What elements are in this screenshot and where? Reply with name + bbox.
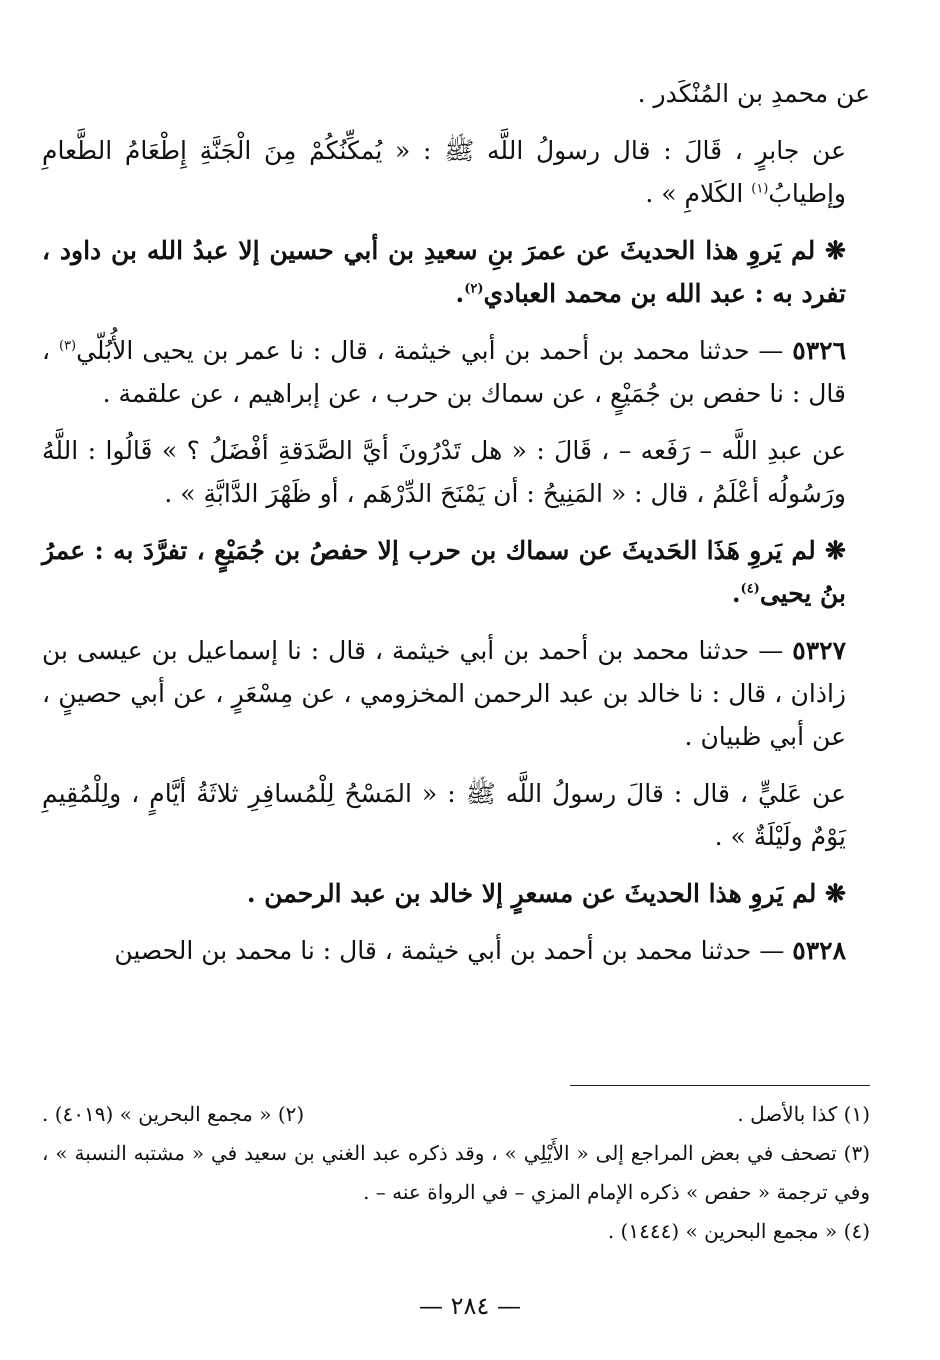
tafarrud-note-text: ❋ لم يَروِ هَذَا الحَديثَ عن سماك بن حرب إلا حفصُ بن جُمَيْعٍ ، تفرَّدَ به : عمرُ بنُ يحيى	[42, 536, 846, 608]
tafarrud-note-text: ❋ لم يَروِ هذا الحديثَ عن مسعرٍ إلا خالد بن عبد الرحمن .	[246, 879, 846, 908]
note-end: .	[731, 579, 741, 608]
footnote-row-1-2	[42, 1095, 870, 1134]
isnad-text: — حدثنا محمد بن أحمد بن أبي خيثمة ، قال : نا عمر بن يحيى الأُبُلّي	[76, 336, 784, 365]
footnote-2: (٢) « مجمع البحرين » (٤٠١٩) .	[42, 1102, 305, 1126]
note-end: .	[455, 279, 465, 308]
hadith-5326-isnad	[42, 329, 846, 415]
hadith-5325-continuation	[42, 72, 870, 115]
main-text	[42, 72, 870, 986]
hadith-number-5328: ٥٣٢٨	[792, 936, 846, 965]
matn-text: عن جابرٍ ، قَالَ : قال رسولُ اللَّه ﷺ : « يُمكِّنُكُمْ مِنَ الْجَنَّةِ إِطْعَامُ الطَّعامِ وإطيابُ	[42, 136, 846, 208]
tafarrud-note-text: ❋ لم يَروِ هذا الحديثَ عن عمرَ بنِ سعيدِ بن أبي حسين إلا عبدُ الله بن داود ، تفرد به : عبد الله بن محمد العبادي	[42, 236, 846, 308]
hadith-5327-isnad	[42, 629, 846, 758]
hadith-5328-isnad	[42, 929, 846, 972]
footnote-divider	[570, 1085, 870, 1086]
footnote-4: (٤) « مجمع البحرين » (١٤٤٤) .	[607, 1219, 870, 1243]
footnote-1: (١) كذا بالأصل .	[737, 1102, 870, 1126]
hadith-5326-matn	[42, 429, 846, 515]
page-number: — ٢٨٤ —	[419, 1292, 521, 1320]
isnad-continuation-text: عن محمدِ بن المُنْكَدر .	[637, 79, 870, 108]
hadith-number-5327: ٥٣٢٧	[792, 636, 846, 665]
hadith-5327-note	[42, 872, 846, 915]
hadith-5327-matn	[42, 772, 846, 858]
footnote-3: (٣) تصحف في بعض المراجع إلى « الأَيْلِي » ، وقد ذكره عبد الغني بن سعيد في « مشتبه النسبة » ، وفي ترجمة « حفص » ذكره الإمام المزي – في الرواة عنه – .	[42, 1141, 870, 1204]
hadith-5325-note	[42, 229, 846, 315]
footnotes	[42, 1095, 870, 1251]
isnad-text: — حدثنا محمد بن أحمد بن أبي خيثمة ، قال : نا محمد بن الحصين	[114, 936, 785, 965]
hadith-5325-matn	[42, 129, 846, 215]
footnote-ref-1: (١)	[751, 181, 769, 197]
matn-text-end: الكَلامِ » .	[645, 179, 744, 208]
isnad-text: — حدثنا محمد بن أحمد بن أبي خيثمة ، قال : نا إسماعيل بن عيسى بن زاذان ، قال : نا خالد بن عبد الرحمن المخزومي ، عن مِسْعَرٍ ، عن أبي حصينٍ ، عن أبي ظبيان .	[42, 636, 846, 751]
hadith-5326-note	[42, 529, 846, 615]
footnote-ref-3: (٣)	[58, 338, 77, 354]
matn-text: عن عبدِ اللَّه – رَفَعه – ، قَالَ : « هل تَدْرُونَ أيَّ الصَّدَقةِ أفْضَلُ ؟ » قَالُوا : اللَّهُ ورَسُولُه أعْلَمُ ، قال : « المَنِيحُ : أن يَمْنَحَ الدِّرْهَم ، أو ظَهْرَ الدَّابَّةِ » .	[42, 436, 846, 508]
footnote-ref-4: (٤)	[740, 581, 760, 597]
isnad-text-end: ، قال : نا حفص بن جُمَيْعٍ ، عن سماك بن حرب ، عن إبراهيم ، عن علقمة .	[42, 336, 846, 408]
matn-text: عن عَليٍّ ، قال : قالَ رسولُ اللَّه ﷺ : « المَسْحُ لِلْمُسافِرِ ثلاثَةُ أيَّامٍ ، ولِلْمُقِيمِ يَوْمٌ ولَيْلَةٌ » .	[42, 779, 846, 851]
footnote-ref-2: (٢)	[464, 281, 484, 297]
hadith-number-5326: ٥٣٢٦	[792, 336, 846, 365]
